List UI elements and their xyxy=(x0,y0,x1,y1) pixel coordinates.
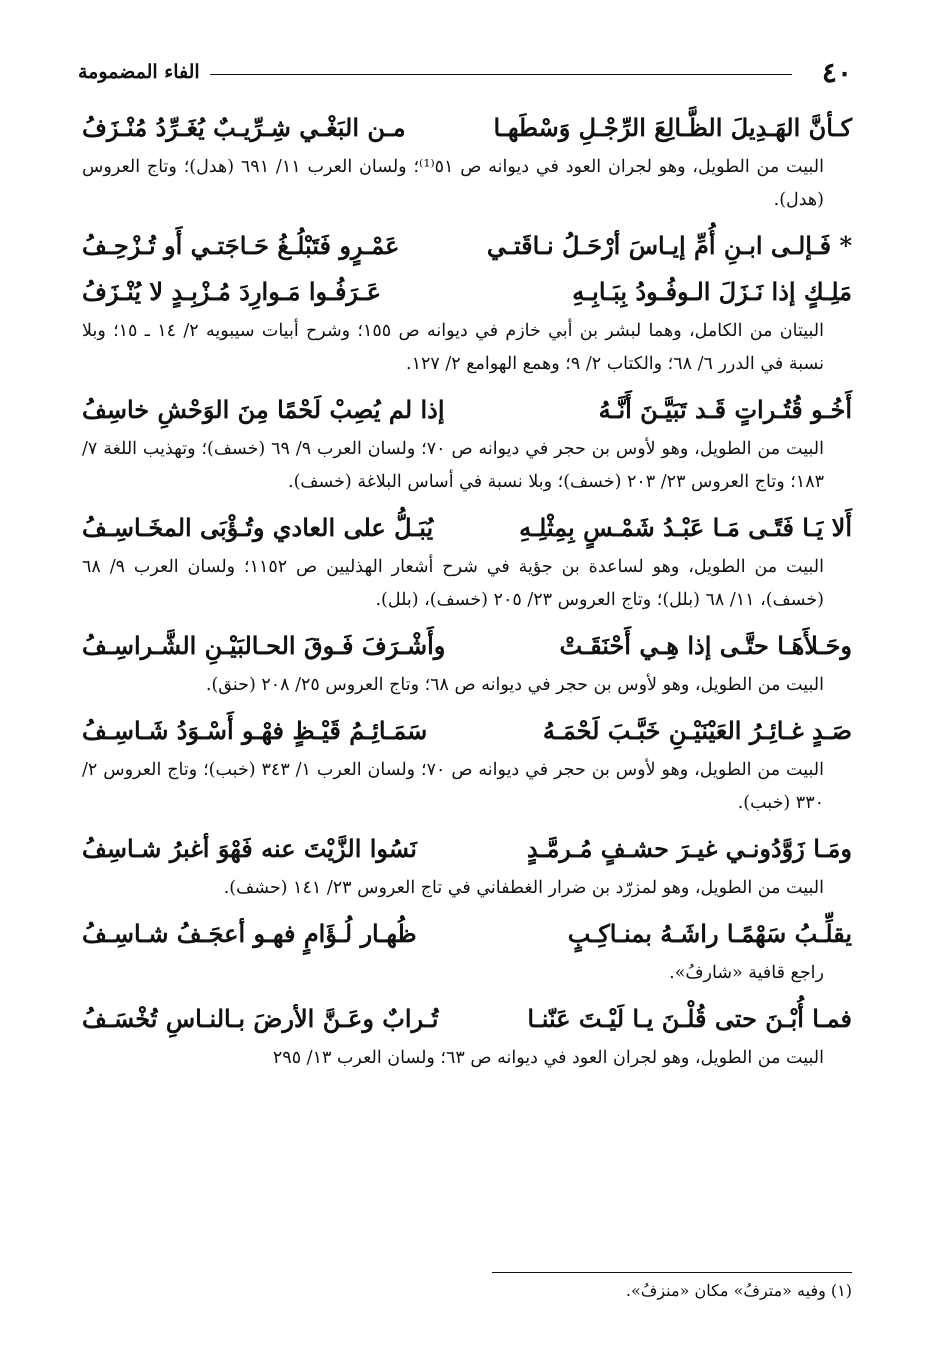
verse-line xyxy=(82,996,852,1042)
verse-line xyxy=(82,623,852,669)
citation-note: البيت من الطويل، وهو لأوس بن حجر في ديوانه ص ٧٠؛ ولسان العرب ١/ ٣٤٣ (خبب)؛ وتاج العروس ٢/ ٣٣٠ (خبب). xyxy=(82,760,824,813)
verse-first-hemistich: وحَـلأَهَـا حتَّـى إذا هِـي أَحْنَقَـتْ xyxy=(559,631,852,660)
poem-entry xyxy=(82,623,852,702)
header-rule xyxy=(210,74,792,75)
footnote: (١) وفيه «مترفُ» مكان «منزفُ». xyxy=(625,1281,852,1300)
poem-entry xyxy=(82,223,852,381)
poem-entry xyxy=(82,105,852,217)
citation-note: البيت من الطويل، وهو لأوس بن حجر في ديوانه ص ٦٨؛ وتاج العروس ٢٥/ ٢٠٨ (حنق). xyxy=(205,675,824,695)
citation-note: البيتان من الكامل، وهما لبشر بن أبي خازم في ديوانه ص ١٥٥؛ وشرح أبيات سيبويه ٢/ ١٤ ـ ١٥؛ وبلا نسبة في الدرر ٦/ ٦٨؛ والكتاب ٢/ ٩؛ وهمع الهوامع ٢/ ١٢٧. xyxy=(82,321,824,374)
verse-line xyxy=(82,911,852,957)
poem-entry xyxy=(82,826,852,905)
verse-first-hemistich: أَلا يَـا فَتًـى مَـا عَبْـدُ شَمْـسٍ بِمِثْلِـهِ xyxy=(519,513,852,542)
cross-reference-note: راجع قافية «شارفُ». xyxy=(669,963,824,983)
poem-entry xyxy=(82,708,852,820)
verse-second-hemistich: ظُهـار لُـؤَامٍ فهـو أعجَـفُ شـاسِـفُ xyxy=(82,919,417,948)
verse-second-hemistich: وأَشْـرَفَ فَـوقَ الحـالبَيْـنِ الشَّـراسِـفُ xyxy=(82,631,446,660)
verse-first-hemistich: * فَـإلـى ابـنِ أُمِّ إيـاسَ أرْحَـلُ نـاقَتـي xyxy=(486,231,852,260)
citation-note: البيت من الطويل، وهو لأوس بن حجر في ديوانه ص ٧٠؛ ولسان العرب ٩/ ٦٩ (خسف)؛ وتهذيب اللغة ٧/ ١٨٣؛ وتاج العروس ٢٣/ ٢٠٣ (خسف)؛ وبلا نسبة في أساس البلاغة (خسف). xyxy=(82,439,824,492)
poem-entry xyxy=(82,505,852,617)
poem-entry xyxy=(82,996,852,1075)
verse-second-hemistich: نَسُوا الزَّيْتَ عنه فَهْوَ أغبرُ شـاسِفُ xyxy=(82,834,417,863)
verse-line xyxy=(82,105,852,151)
verse-first-hemistich: ومَـا زَوَّدُونـي غيـرَ حشـفٍ مُـرمَّـدٍ xyxy=(526,834,852,863)
page-number: ٤٠ xyxy=(821,55,852,89)
verse-first-hemistich: مَلِـكٍ إذا نَـزَلَ الـوفُـودُ بِبَـابِـهِ xyxy=(572,277,852,306)
verse-first-hemistich: يقلِّـبُ سَهْمًـا راشَـهُ بمنـاكِـبٍ xyxy=(567,919,852,948)
verse-second-hemistich: عَـرَفُـوا مَـوارِدَ مُـزْبِـدٍ لا يُنْـزَفُ xyxy=(82,277,382,306)
verse-line xyxy=(82,826,852,872)
verse-first-hemistich: أَخُـو قُتُـراتٍ قَـد تَبَيَّـنَ أَنَّـهُ xyxy=(598,395,852,424)
verse-second-hemistich: تُـرابٌ وعَـنَّ الأرضَ بـالنـاسِ تُخْسَـفُ xyxy=(82,1004,439,1033)
page-body xyxy=(82,105,852,1081)
verse-line xyxy=(82,505,852,551)
poem-entry xyxy=(82,911,852,990)
verse-second-hemistich: عَمْـرٍو فَتَبْلُـغُ حَـاجَتـي أَو تُـزْحِـفُ xyxy=(82,231,400,260)
verse-line xyxy=(82,223,852,269)
running-head xyxy=(78,52,852,92)
verse-first-hemistich: كـأنَّ الهَـدِيلَ الظَّـالِعَ الرِّجْـلِ وَسْطَهـا xyxy=(493,113,852,142)
verse-first-hemistich: فمـا أُبْـنَ حتى قُلْـنَ يـا لَيْـتَ عَنّنـا xyxy=(527,1004,852,1033)
verse-first-hemistich: صَـدٍ غـائِـرُ العَيْنَيْـنِ خَبَّـبَ لَحْمَـهُ xyxy=(542,716,852,745)
citation-note: البيت من الطويل، وهو لمزرّد بن ضرار الغطفاني في تاج العروس ٢٣/ ١٤١ (حشف). xyxy=(223,878,824,898)
citation-note: البيت من الطويل، وهو لجران العود في ديوانه ص ٦٣؛ ولسان العرب ١٣/ ٢٩٥ xyxy=(272,1048,824,1068)
section-title: الفاء المضمومة xyxy=(78,61,200,83)
citation-note: البيت من الطويل، وهو لساعدة بن جؤية في شرح أشعار الهذليين ص ١١٥٢؛ ولسان العرب ٩/ ٦٨ (خسف)، ١١/ ٦٨ (بلل)؛ وتاج العروس ٢٣/ ٢٠٥ (خسف)، (بلل). xyxy=(82,557,824,610)
verse-second-hemistich: مـن البَغْـي شِـرِّيـبٌ يُغَـرِّدُ مُنْـزَفُ xyxy=(82,113,406,142)
verse-second-hemistich: يُبَـلُّ على العادي وتُـؤْبَى المخَـاسِـفُ xyxy=(82,513,434,542)
footnote-rule xyxy=(492,1272,852,1273)
verse-line xyxy=(82,387,852,433)
citation-note: البيت من الطويل، وهو لجران العود في ديوانه ص ٥١⁽¹⁾؛ ولسان العرب ١١/ ٦٩١ (هدل)؛ وتاج العروس (هدل). xyxy=(82,157,825,210)
verse-line xyxy=(82,708,852,754)
verse-second-hemistich: سَمَـائِـمُ قَيْـظٍ فهْـو أَسْـوَدُ شَـاسِـفُ xyxy=(82,716,428,745)
verse-second-hemistich: إذا لم يُصِبْ لَحْمًا مِنَ الوَحْشِ خاسِفُ xyxy=(82,395,445,424)
poem-entry xyxy=(82,387,852,499)
verse-line xyxy=(82,269,852,315)
